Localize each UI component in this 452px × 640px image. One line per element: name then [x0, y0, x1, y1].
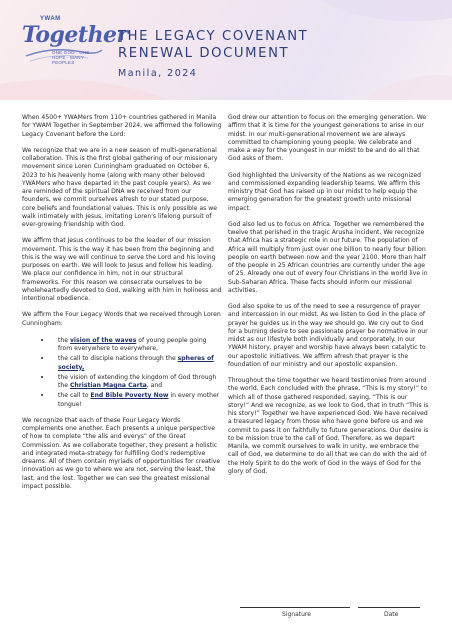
paragraph: We affirm that Jesus continues to be the leader of our mission movement. This is the way it has been from the beginning and this is the way we will continue to serve the Lord and his loving purposes on earth. We will look to Jesus and follow his leading. We place our confidence in him, not in our structural frameworks. For this reason we consecrate ourselves to be wholeheartedly devoted to God, walking with him in holiness and intentional obedience. [22, 237, 222, 302]
date-line[interactable] [358, 607, 420, 608]
title-line-2: RENEWAL DOCUMENT [118, 46, 290, 61]
list-item [52, 336, 222, 354]
paragraph: When 4500+ YWAMers from 110+ countries gathered in Manila for YWAM Together in September 2024, we affirmed the following Legacy Covenant before the Lord: [22, 114, 222, 138]
paragraph: Throughout the time together we heard testimonies from around the world. Each concluded with the phrase, “This is my story!” to which all of those gathered responded, saying, “This is our story!” And we recognize, as we look to God, that in truth “This is his story!” Together we have experienced God. We have received a treasured legacy from those who have gone before us and we commit to pass it on faithfully to future generations. Our desire is to be mission true to the call of God. Therefore, as we depart Manila, we commit ourselves to walk in unity, we embrace the call of God, we determine to do all that we can do with the aid of the Holy Spirit to do the work of God in the ways of God for the glory of God. [228, 377, 429, 475]
title-line-1: THE LEGACY COVENANT [118, 29, 309, 44]
date-label: Date [384, 611, 399, 618]
bullet-text: in every mother tongue! [58, 392, 220, 408]
end-bible-poverty-now-link[interactable]: End Bible Poverty Now [90, 392, 169, 400]
christian-magna-carta-link[interactable]: Christian Magna Carta [69, 382, 147, 389]
bullet-text: of young people going from everywhere to everywhere, [58, 336, 207, 352]
spheres-of-society-link[interactable]: spheres of society, [58, 355, 214, 371]
bullet-text: the call to [58, 392, 91, 400]
bullet-text: the [58, 336, 70, 344]
paragraph: God also spoke to us of the need to see a resurgence of prayer and intercession in our midst. As we listen to God in the place of prayer he guides us in the way we should go. We cry out to God for a burning desire to see passionate prayer be normative in our midst as our lifestyle both individually and corporately. In our YWAM history, prayer and worship have always been catalytic to our apostolic initiatives. We affirm afresh that prayer is the foundation of our ministry and our apostolic expansion. [228, 303, 428, 368]
paragraph: We recognize that we are in a new season of multi-generational collaboration. This is the first global gathering of our missionary movement since Loren Cunningham graduated on October 6, 2023 to his heavenly home (along with many other beloved YWAMers who have departed in the past couple years). As we are reminded of the spiritual DNA we received from our founders, we commit ourselves afresh to our stated purpose, core beliefs and foundational values. This is only possible as we walk intimately with Jesus, imitating Loren's lifelong pursuit of ever-growing friendship with God. [22, 146, 218, 228]
paragraph: God drew our attention to focus on the emerging generation. We affirm that it is time for the youngest generations to arise in our midst. In our multi-generational movement we are always committed to championing young people. We celebrate and make a way for the youngest in our midst to be and do all that God asks of them. [228, 114, 427, 163]
paragraph: We affirm the Four Legacy Words that we received through Loren Cunningham: [22, 311, 221, 327]
paragraph: We recognize that each of these Four Legacy Words complements one another. Each presents a unique perspective of how to complete “the alls and everys” of the Great Commission. As we collaborate together, they present a holistic and integrated meta-strategy for fulfilling God's redemptive dreams. All of them contain myriads of opportunities for creative innovation as we go to where we are not, serving the least, the last, and the lost. Together we can see the greatest missional impact possible. [22, 416, 221, 490]
bullet-text: the call to disciple nations through the [58, 355, 178, 363]
logo-ywam-text: YWAM [40, 16, 61, 22]
paragraph: God also led us to focus on Africa. Together we remembered the twelve that perished in the tragic Arusha incident. We recognize that Africa has a strategic role in our future. The population of Africa will multiply from just over one billion to nearly four billion people on earth between now and the year 2100. More than half of the people in 25 African countries are currently under the age of 25. Already one out of every four Christians in the world live in Sub-Saharan Africa. These facts should inform our missional activities. [228, 220, 428, 294]
bullet-text: , and [146, 382, 163, 389]
bullet-text: the vision of extending the kingdom of God through the [58, 373, 217, 389]
vision-of-the-waves-link[interactable]: vision of the waves [69, 336, 137, 344]
ywam-together-logo [22, 16, 128, 80]
document-title [118, 28, 308, 62]
list-item [52, 391, 222, 409]
logo-tagline: ONE GOD · ONE HOPE · MANY PEOPLES [52, 50, 90, 65]
right-column [228, 114, 430, 484]
left-column [22, 114, 222, 499]
signature-label: Signature [282, 611, 311, 618]
list-item [52, 354, 222, 372]
logo-together-text: Together [22, 22, 128, 48]
document-subtitle: Manila, 2024 [118, 68, 198, 79]
legacy-words-list [22, 336, 222, 409]
paragraph: God highlighted the University of the Nations as we recognized and commissioned expanding leadership teams. We affirm this ministry that God has raised up in our midst to help equip the emerging generation for the greatest growth unto missional impact. [228, 171, 421, 212]
list-item [52, 373, 222, 391]
signature-line[interactable] [240, 607, 350, 608]
